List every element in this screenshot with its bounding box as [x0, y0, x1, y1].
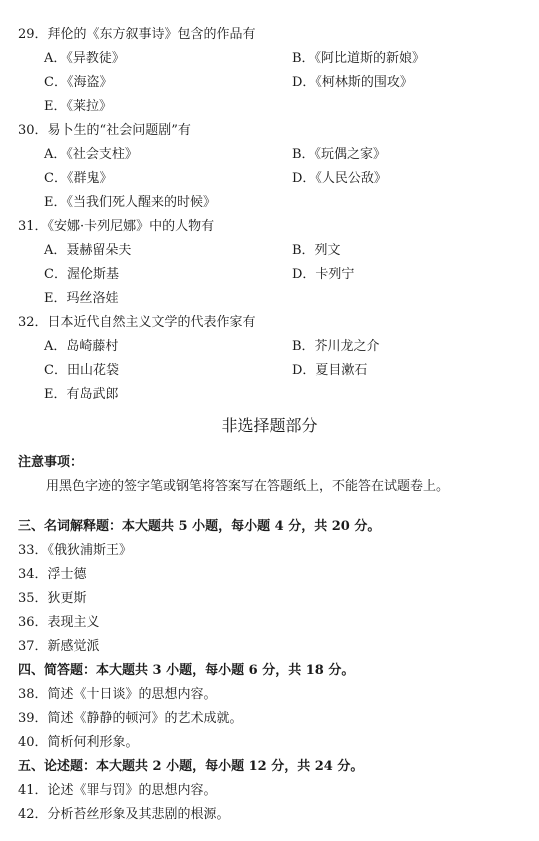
question-30-stem: 30．易卜生的“社会问题剧”有: [18, 123, 191, 138]
question-31-option-a: A．聂赫留朵夫: [44, 243, 132, 258]
question-32-option-e: E．有岛武郎: [44, 387, 119, 402]
question-32-option-b: B．芥川龙之介: [292, 339, 380, 354]
question-40: 40．简析何利形象。: [18, 735, 139, 750]
question-32-stem: 32．日本近代自然主义文学的代表作家有: [18, 315, 256, 330]
question-30-option-e: E．《当我们死人醒来的时候》: [44, 195, 216, 210]
question-30-option-d: D．《人民公敌》: [292, 171, 387, 186]
question-32-option-d: D．夏目漱石: [292, 363, 368, 378]
question-31-stem: 31．《安娜·卡列尼娜》中的人物有: [18, 219, 215, 234]
notice-text: 用黑色字迹的签字笔或钢笔将答案写在答题纸上，不能答在试题卷上。: [46, 479, 450, 494]
question-35: 35．狄更斯: [18, 591, 87, 606]
question-30-option-b: B．《玩偶之家》: [292, 147, 387, 162]
question-30-option-c: C．《群鬼》: [44, 171, 113, 186]
question-31-option-d: D．卡列宁: [292, 267, 355, 282]
question-31-option-e: E．玛丝洛娃: [44, 291, 119, 306]
section-title: 非选择题部分: [221, 416, 318, 435]
question-38: 38．简述《十日谈》的思想内容。: [18, 687, 217, 702]
question-32-option-c: C．田山花袋: [44, 363, 119, 378]
section-3-heading: 三、名词解释题：本大题共 5 小题，每小题 4 分，共 20 分。: [18, 519, 381, 534]
question-42: 42．分析苔丝形象及其悲剧的根源。: [18, 807, 230, 822]
question-29-option-e: E．《莱拉》: [44, 99, 112, 114]
question-37: 37．新感觉派: [18, 639, 100, 654]
question-39: 39．简述《静静的顿河》的艺术成就。: [18, 711, 243, 726]
section-5-heading: 五、论述题：本大题共 2 小题，每小题 12 分，共 24 分。: [18, 759, 364, 774]
question-29-option-c: C．《海盗》: [44, 75, 113, 90]
question-29-option-b: B．《阿比道斯的新娘》: [292, 51, 426, 66]
question-29-option-d: D．《柯林斯的围攻》: [292, 75, 413, 90]
section-4-heading: 四、简答题：本大题共 3 小题，每小题 6 分，共 18 分。: [18, 663, 355, 678]
question-32-option-a: A．岛崎藤村: [44, 339, 119, 354]
question-41: 41．论述《罪与罚》的思想内容。: [18, 783, 217, 798]
question-34: 34．浮士德: [18, 567, 87, 582]
question-30-option-a: A．《社会支柱》: [44, 147, 138, 162]
question-31-option-c: C．渥伦斯基: [44, 267, 119, 282]
question-36: 36．表现主义: [18, 615, 100, 630]
question-29-stem: 29．拜伦的《东方叙事诗》包含的作品有: [18, 27, 256, 42]
question-29-option-a: A．《异教徒》: [44, 51, 125, 66]
question-31-option-b: B．列文: [292, 243, 341, 258]
question-33: 33．《俄狄浦斯王》: [18, 543, 133, 558]
notice-label: 注意事项：: [18, 455, 84, 470]
